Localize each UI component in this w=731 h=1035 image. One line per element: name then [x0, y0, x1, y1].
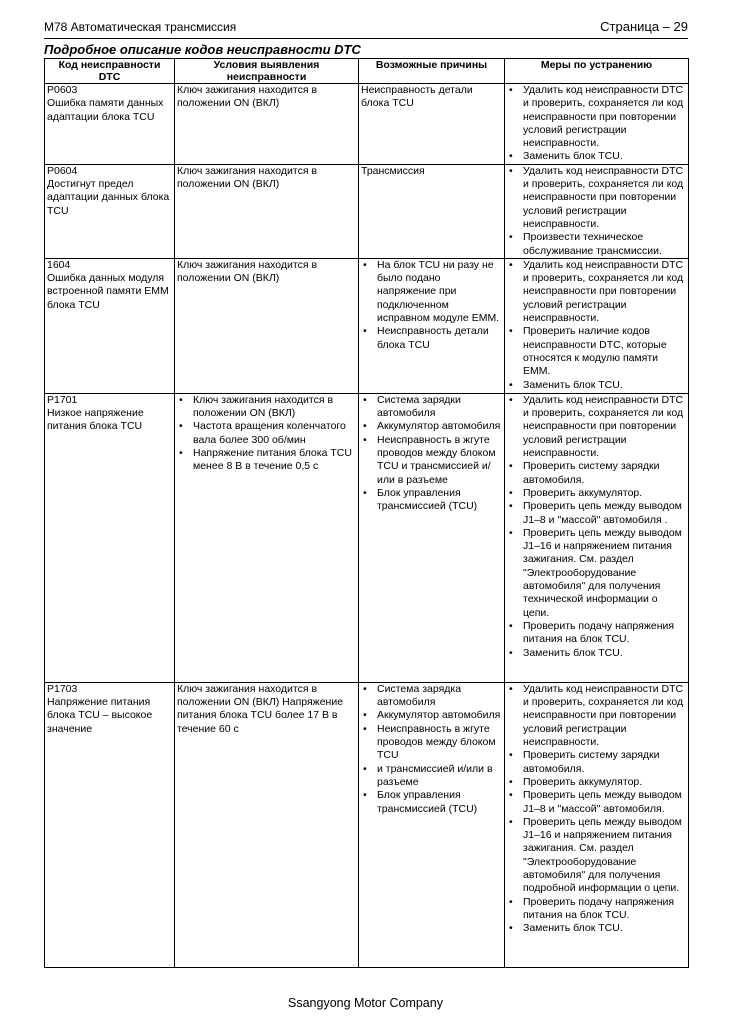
- list-item: • Частота вращения коленчатого вала более 300 об/мин: [177, 420, 356, 447]
- header-page-number: Страница – 29: [600, 19, 688, 34]
- actions-list: [507, 259, 686, 392]
- list-item: • Проверить цепь между выводом J1–16 и напряжением питания зажигания. См. раздел "Электрооборудование автомобиля" для получения подробной информации о цепи.: [507, 816, 686, 896]
- actions-list: [507, 683, 686, 936]
- column-header-code: Код неисправности DTC: [45, 59, 175, 84]
- header-document-title: M78 Автоматическая трансмиссия: [44, 20, 237, 34]
- table-row: [45, 258, 689, 393]
- conditions-list: [177, 394, 356, 474]
- code-cell: [45, 84, 175, 165]
- actions-cell: [505, 258, 689, 393]
- column-header-conditions: Условия выявления неисправности: [175, 59, 359, 84]
- list-item: • Проверить цепь между выводом J1–8 и "массой" автомобиля.: [507, 789, 686, 816]
- code-cell: [45, 682, 175, 967]
- list-item: • Аккумулятор автомобиля: [361, 420, 502, 433]
- actions-cell: [505, 682, 689, 967]
- conditions-cell: Ключ зажигания находится в положении ON (ВКЛ): [175, 164, 359, 258]
- table-row: [45, 682, 689, 967]
- list-item: • Система зарядка автомобиля: [361, 683, 502, 710]
- causes-list: [361, 683, 502, 816]
- list-item: • и трансмиссией и/или в разъеме: [361, 763, 502, 790]
- dtc-code: 1604: [47, 258, 71, 271]
- conditions-cell: Ключ зажигания находится в положении ON (ВКЛ): [175, 258, 359, 393]
- list-item: • Блок управления трансмиссией (TCU): [361, 487, 502, 514]
- causes-list: [361, 394, 502, 514]
- dtc-description: Ошибка памяти данных адаптации блока TCU: [47, 97, 164, 123]
- dtc-code: P1703: [47, 682, 78, 695]
- list-item: • Заменить блок TCU.: [507, 379, 686, 392]
- dtc-description: Ошибка данных модуля встроенной памяти EMM блока TCU: [47, 272, 169, 311]
- list-item: • Блок управления трансмиссией (TCU): [361, 789, 502, 816]
- list-item: • Проверить аккумулятор.: [507, 776, 686, 789]
- code-cell: [45, 258, 175, 393]
- list-item: • Проверить цепь между выводом J1–8 и "массой" автомобиля .: [507, 500, 686, 527]
- list-item: • Произвести техническое обслуживание трансмиссии.: [507, 231, 686, 258]
- header-divider: [44, 38, 688, 39]
- table-header-row: [45, 59, 689, 84]
- actions-list: [507, 394, 686, 660]
- list-item: • Заменить блок TCU.: [507, 922, 686, 935]
- code-cell: [45, 393, 175, 682]
- causes-cell: Неисправность детали блока TCU: [359, 84, 505, 165]
- causes-cell: [359, 682, 505, 967]
- dtc-code: P1701: [47, 393, 78, 406]
- column-header-causes: Возможные причины: [359, 59, 505, 84]
- actions-cell: [505, 393, 689, 682]
- list-item: • Проверить систему зарядки автомобиля.: [507, 460, 686, 487]
- list-item: • Проверить наличие кодов неисправности DTC, которые относятся к модулю памяти EMM.: [507, 325, 686, 378]
- table-row: [45, 164, 689, 258]
- dtc-description: Достигнут предел адаптации данных блока TCU: [47, 178, 170, 217]
- list-item: • Заменить блок TCU.: [507, 150, 686, 163]
- causes-cell: [359, 258, 505, 393]
- list-item: • Система зарядки автомобиля: [361, 394, 502, 421]
- list-item: • Проверить аккумулятор.: [507, 487, 686, 500]
- causes-list: [361, 259, 502, 352]
- causes-cell: Трансмиссия: [359, 164, 505, 258]
- list-item: • Проверить систему зарядки автомобиля.: [507, 749, 686, 776]
- list-item: • Удалить код неисправности DTC и проверить, сохраняется ли код неисправности при повторении условий регистрации неисправности.: [507, 259, 686, 325]
- list-item: • Проверить цепь между выводом J1–16 и напряжением питания зажигания. См. раздел "Электрооборудование автомобиля" для получения технической информации о цепи.: [507, 527, 686, 620]
- list-item: • Удалить код неисправности DTC и проверить, сохраняется ли код неисправности при повторении условий регистрации неисправности.: [507, 683, 686, 749]
- list-item: • Удалить код неисправности DTC и проверить, сохраняется ли код неисправности при повторении условий регистрации неисправности.: [507, 165, 686, 231]
- list-item: • Проверить подачу напряжения питания на блок TCU.: [507, 896, 686, 923]
- footer-company: Ssangyong Motor Company: [288, 996, 443, 1010]
- causes-cell: [359, 393, 505, 682]
- conditions-cell: [175, 393, 359, 682]
- list-item: • Удалить код неисправности DTC и проверить, сохраняется ли код неисправности при повторении условий регистрации неисправности.: [507, 84, 686, 150]
- code-cell: [45, 164, 175, 258]
- list-item: • Проверить подачу напряжения питания на блок TCU.: [507, 620, 686, 647]
- list-item: • Неисправность детали блока TCU: [361, 325, 502, 352]
- dtc-code: P0604: [47, 164, 78, 177]
- table-row: [45, 393, 689, 682]
- dtc-description: Низкое напряжение питания блока TCU: [47, 407, 144, 433]
- table-row: [45, 84, 689, 165]
- list-item: • Неисправность в жгуте проводов между блоком TCU: [361, 723, 502, 763]
- list-item: • Удалить код неисправности DTC и проверить, сохраняется ли код неисправности при повторении условий регистрации неисправности.: [507, 394, 686, 460]
- conditions-cell: Ключ зажигания находится в положении ON (ВКЛ) Напряжение питания блока TCU более 17 В в течение 60 с: [175, 682, 359, 967]
- actions-cell: [505, 164, 689, 258]
- column-header-actions: Меры по устранению: [505, 59, 689, 84]
- dtc-description: Напряжение питания блока TCU – высокое значение: [47, 696, 153, 735]
- list-item: • Напряжение питания блока TCU менее 8 В в течение 0,5 с: [177, 447, 356, 474]
- list-item: • Заменить блок TCU.: [507, 647, 686, 660]
- actions-cell: [505, 84, 689, 165]
- conditions-cell: Ключ зажигания находится в положении ON (ВКЛ): [175, 84, 359, 165]
- dtc-table: [44, 58, 689, 968]
- list-item: • Аккумулятор автомобиля: [361, 709, 502, 722]
- actions-list: [507, 84, 686, 164]
- list-item: • Неисправность в жгуте проводов между блоком TCU и трансмиссией и/или в разъеме: [361, 434, 502, 487]
- section-title: Подробное описание кодов неисправности DTC: [44, 42, 361, 57]
- list-item: • Ключ зажигания находится в положении ON (ВКЛ): [177, 394, 356, 421]
- list-item: • На блок TCU ни разу не было подано напряжение при подключенном исправном модуле EMM.: [361, 259, 502, 325]
- dtc-code: P0603: [47, 84, 78, 96]
- actions-list: [507, 165, 686, 258]
